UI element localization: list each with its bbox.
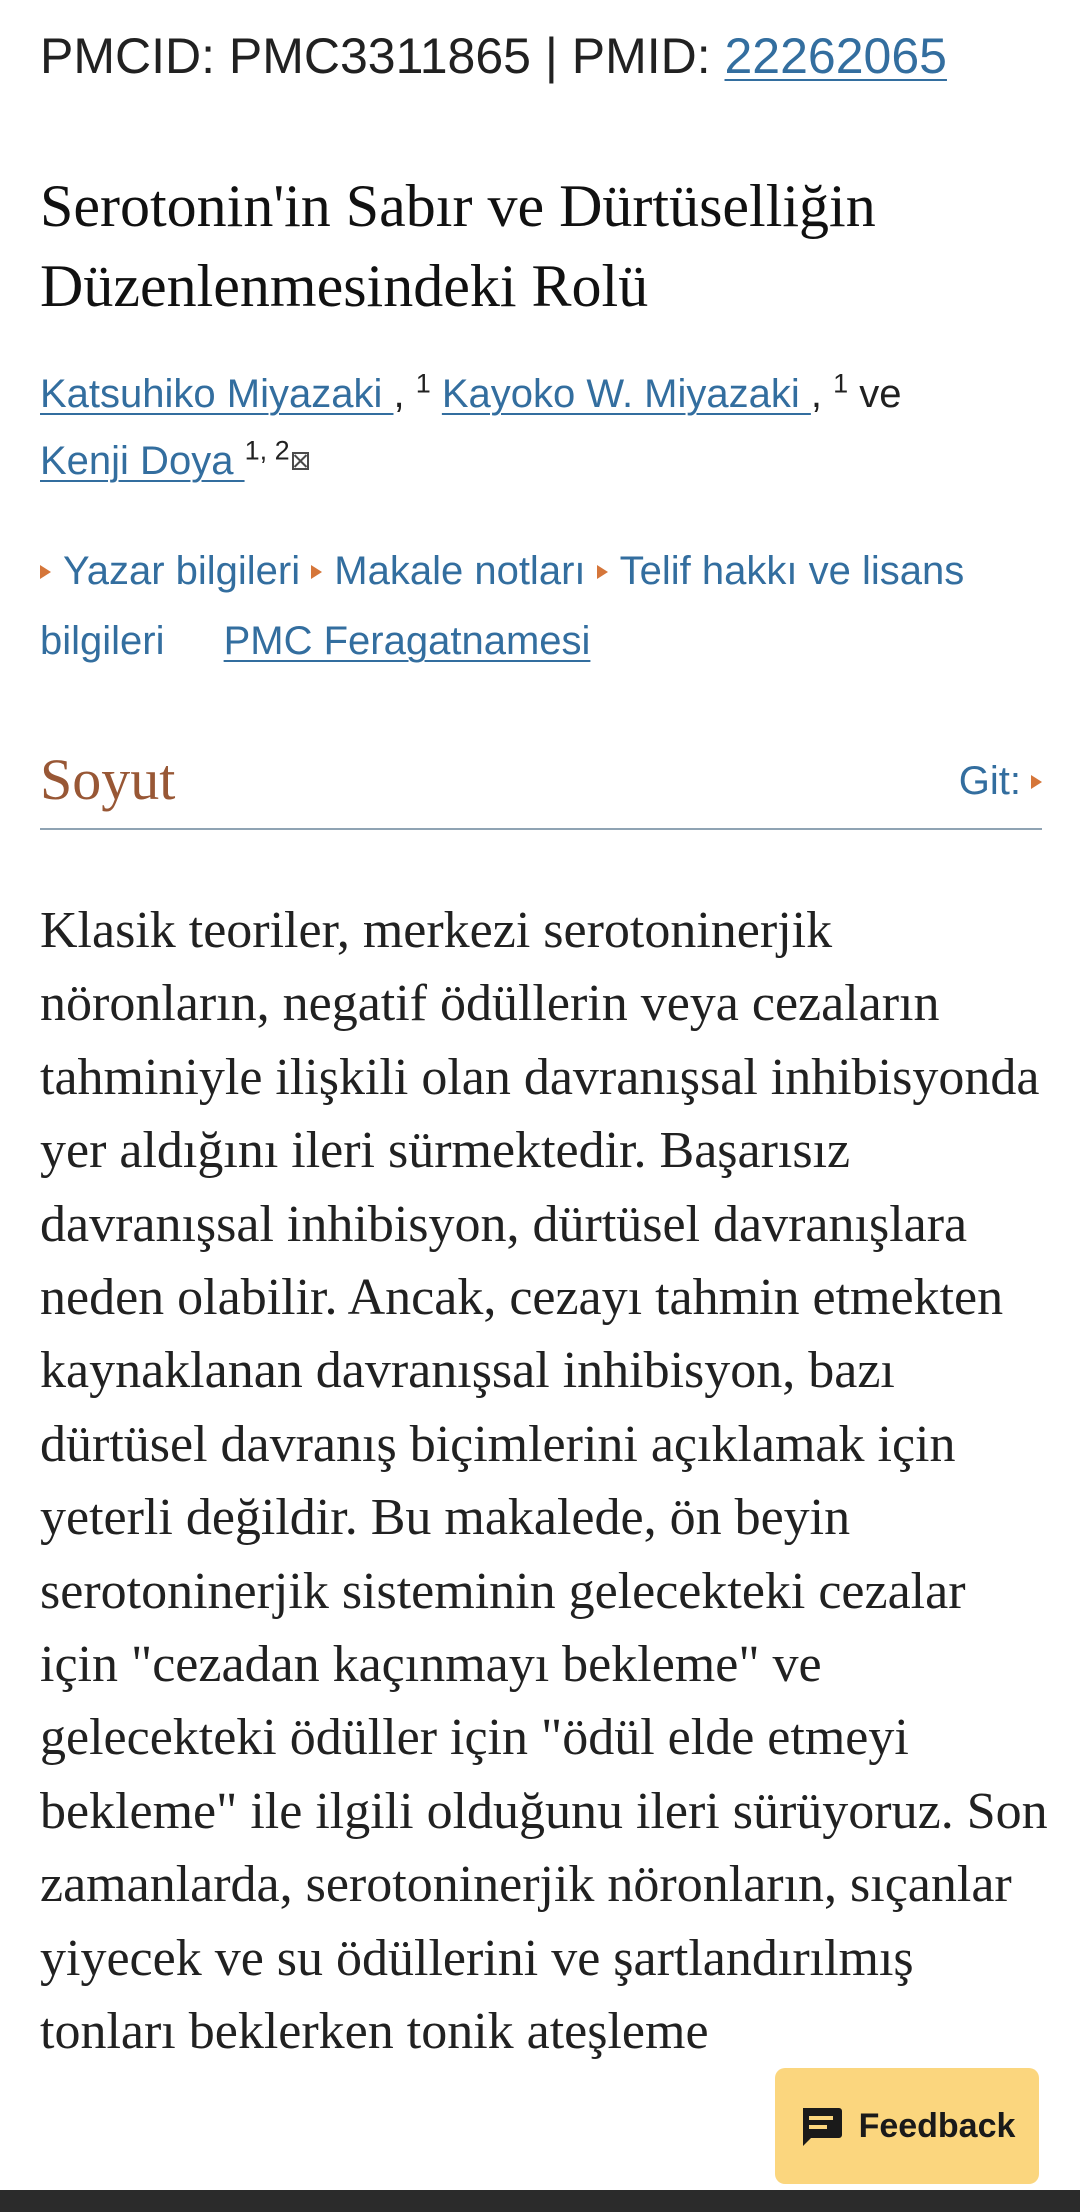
toggle-copyright-info[interactable]: Telif hakkı ve lisans bilgileri — [40, 549, 965, 663]
abstract-text: Klasik teoriler, merkezi serotoninerjik nöronların, negatif ödüllerin veya cezaların tahminiyle ilişkili olan davranışsal inhibisyonda yer aldığını ileri sürmektedir. Başarısız davranışsal inhibisyon, dürtüsel davranışlara neden olabilir. Ancak, cezayı tahmin etmekten kaynaklanan davranışsal inhibisyon, bazı dürtüsel davranış biçimlerini açıklamak için yeterli değildir. Bu makalede, ön beyin serotoninerjik sisteminin gelecekteki cezalar için "cezadan kaçınmayı bekleme" ve gelecekteki ödüller için "ödül elde etmeyi bekleme" ile ilgili olduğunu ileri sürüyoruz. Son zamanlarda, serotoninerjik nöronların, sıçanlar yiyecek ve su ödüllerini ve şartlandırılmış tonları beklerken tonik ateşleme — [40, 902, 1048, 2061]
feedback-label: Feedback — [858, 2106, 1016, 2145]
goto-triangle-icon — [1031, 775, 1042, 789]
expand-triangle-icon — [40, 565, 51, 579]
expand-triangle-icon — [597, 565, 608, 579]
pmid-link[interactable]: 22262065 — [724, 28, 947, 84]
author-list — [40, 361, 1042, 495]
feedback-button[interactable] — [775, 2068, 1039, 2184]
author-link[interactable]: Kayoko W. Miyazaki — [441, 372, 811, 416]
goto-menu-button[interactable]: Git: — [959, 756, 1042, 806]
author-separator: , — [393, 372, 416, 416]
affiliation-ref[interactable]: 1 — [833, 368, 849, 399]
article-info-links — [40, 536, 1042, 676]
pmcid-label: PMCID: PMC3311865 | PMID: — [40, 28, 725, 84]
toggle-author-info[interactable]: Yazar bilgileri — [40, 549, 300, 593]
authors-conjunction: ve — [848, 372, 902, 416]
expand-triangle-icon — [311, 565, 322, 579]
author-separator: , — [810, 372, 834, 416]
section-title: Soyut — [40, 747, 176, 812]
chat-bubble-icon — [797, 2102, 845, 2150]
bottom-nav-bar — [0, 2190, 1080, 2212]
affiliation-ref[interactable]: 1, 2 — [244, 435, 290, 466]
author-link[interactable]: Katsuhiko Miyazaki — [40, 372, 394, 416]
abstract-section-header — [40, 740, 1042, 830]
pmid-line — [40, 24, 947, 88]
affiliation-ref[interactable]: 1 — [415, 368, 431, 399]
author-link[interactable]: Kenji Doya — [40, 439, 245, 483]
mail-icon[interactable] — [292, 452, 309, 470]
toggle-article-notes[interactable]: Makale notları — [311, 549, 585, 593]
pmc-disclaimer-link[interactable]: PMC Feragatnamesi — [223, 619, 591, 663]
article-title: Serotonin'in Sabır ve Dürtüselliğin Düzenlenmesindeki Rolü — [40, 173, 876, 319]
